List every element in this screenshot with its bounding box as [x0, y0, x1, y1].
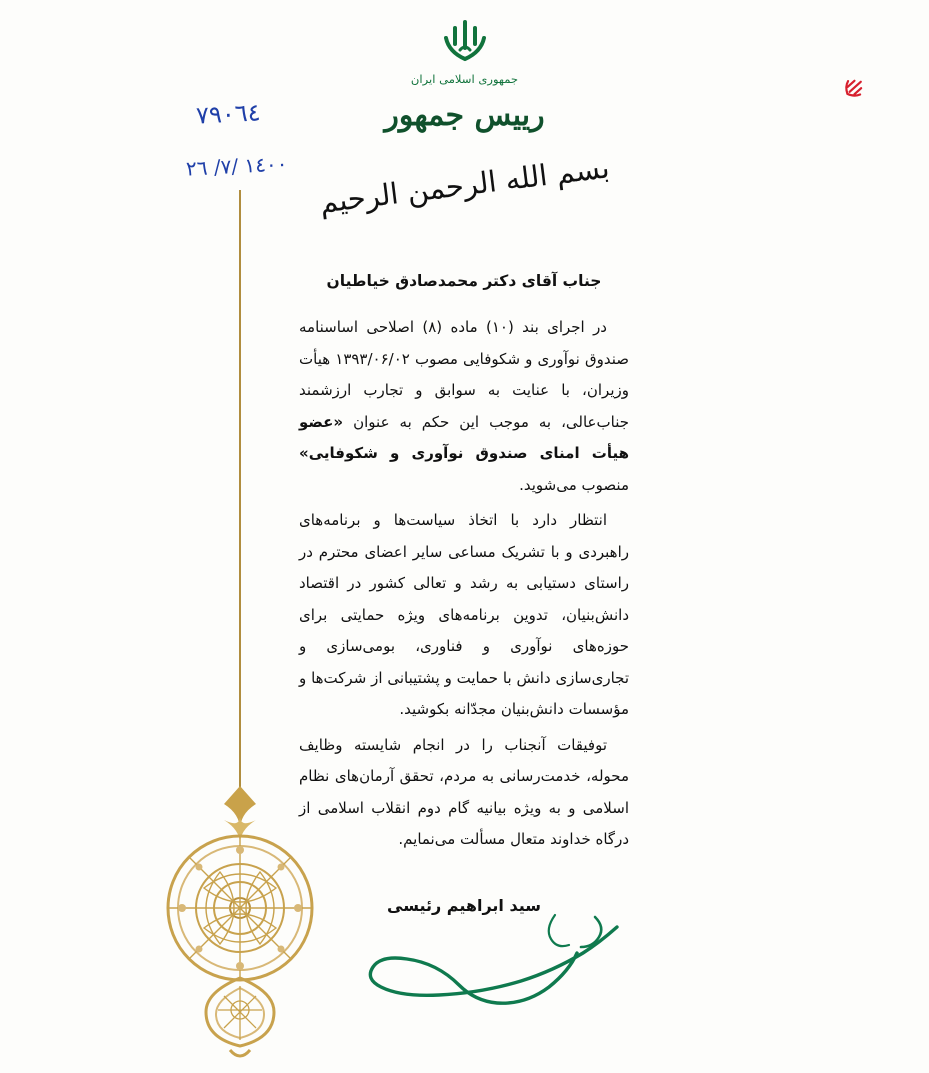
paragraph-1: در اجرای بند (۱۰) ماده (۸) اصلاحی اساسنامه صندوق نوآوری و شکوفایی مصوب ۱۳۹۳/۰۶/۰۲ هیأت وزیران، با عنایت به سوابق و تجارب ارزشمند جناب‌عالی، به موجب این حکم به عنوان «عضو هیأت امنای صندوق نوآوری و شکوفایی» منصوب می‌شوید.	[299, 318, 629, 494]
paragraph-3: توفیقات آنجناب را در انجام شایسته وظایف محوله، خدمت‌رسانی به مردم، تحقق آرمان‌های نظام اسلامی و به ویژه بیانیه گام دوم انقلاب اسلامی از درگاه خداوند متعال مسألت می‌نمایم.	[299, 735, 629, 848]
emblem-caption: جمهوری اسلامی ایران	[410, 73, 519, 86]
letterhead	[0, 18, 929, 133]
serial-number: ٧٩٠٦٤	[195, 98, 262, 130]
salutation: جناب آقای دکتر محمدصادق خیاطیان	[326, 272, 602, 290]
signatory-name: سید ابراهیم رئیسی	[387, 895, 541, 915]
document-date: ١٤٠٠ /٧/ ٢٦	[185, 151, 288, 181]
letter-body	[299, 272, 629, 1035]
basmala-calligraphy: بسم الله الرحمن الرحیم	[317, 150, 612, 220]
handwritten-signature	[299, 915, 629, 1035]
paragraph-2: انتظار دارد با اتخاذ سیاست‌ها و برنامه‌های راهبردی و با تشریک مساعی سایر اعضای محترم در راستای دستیابی به رشد و تعالی کشور در اقتصاد دانش‌بنیان، تدوین برنامه‌های ویژه حمایتی برای حوزه‌های نوآوری و فناوری، بومی‌سازی و تجاری‌سازی دانش با حمایت و پشتیبانی از شرکت‌ها و مؤسسات دانش‌بنیان مجدّانه بکوشید.	[299, 511, 629, 718]
president-title: رییس جمهور	[384, 98, 545, 133]
iran-emblem-icon	[0, 18, 929, 71]
